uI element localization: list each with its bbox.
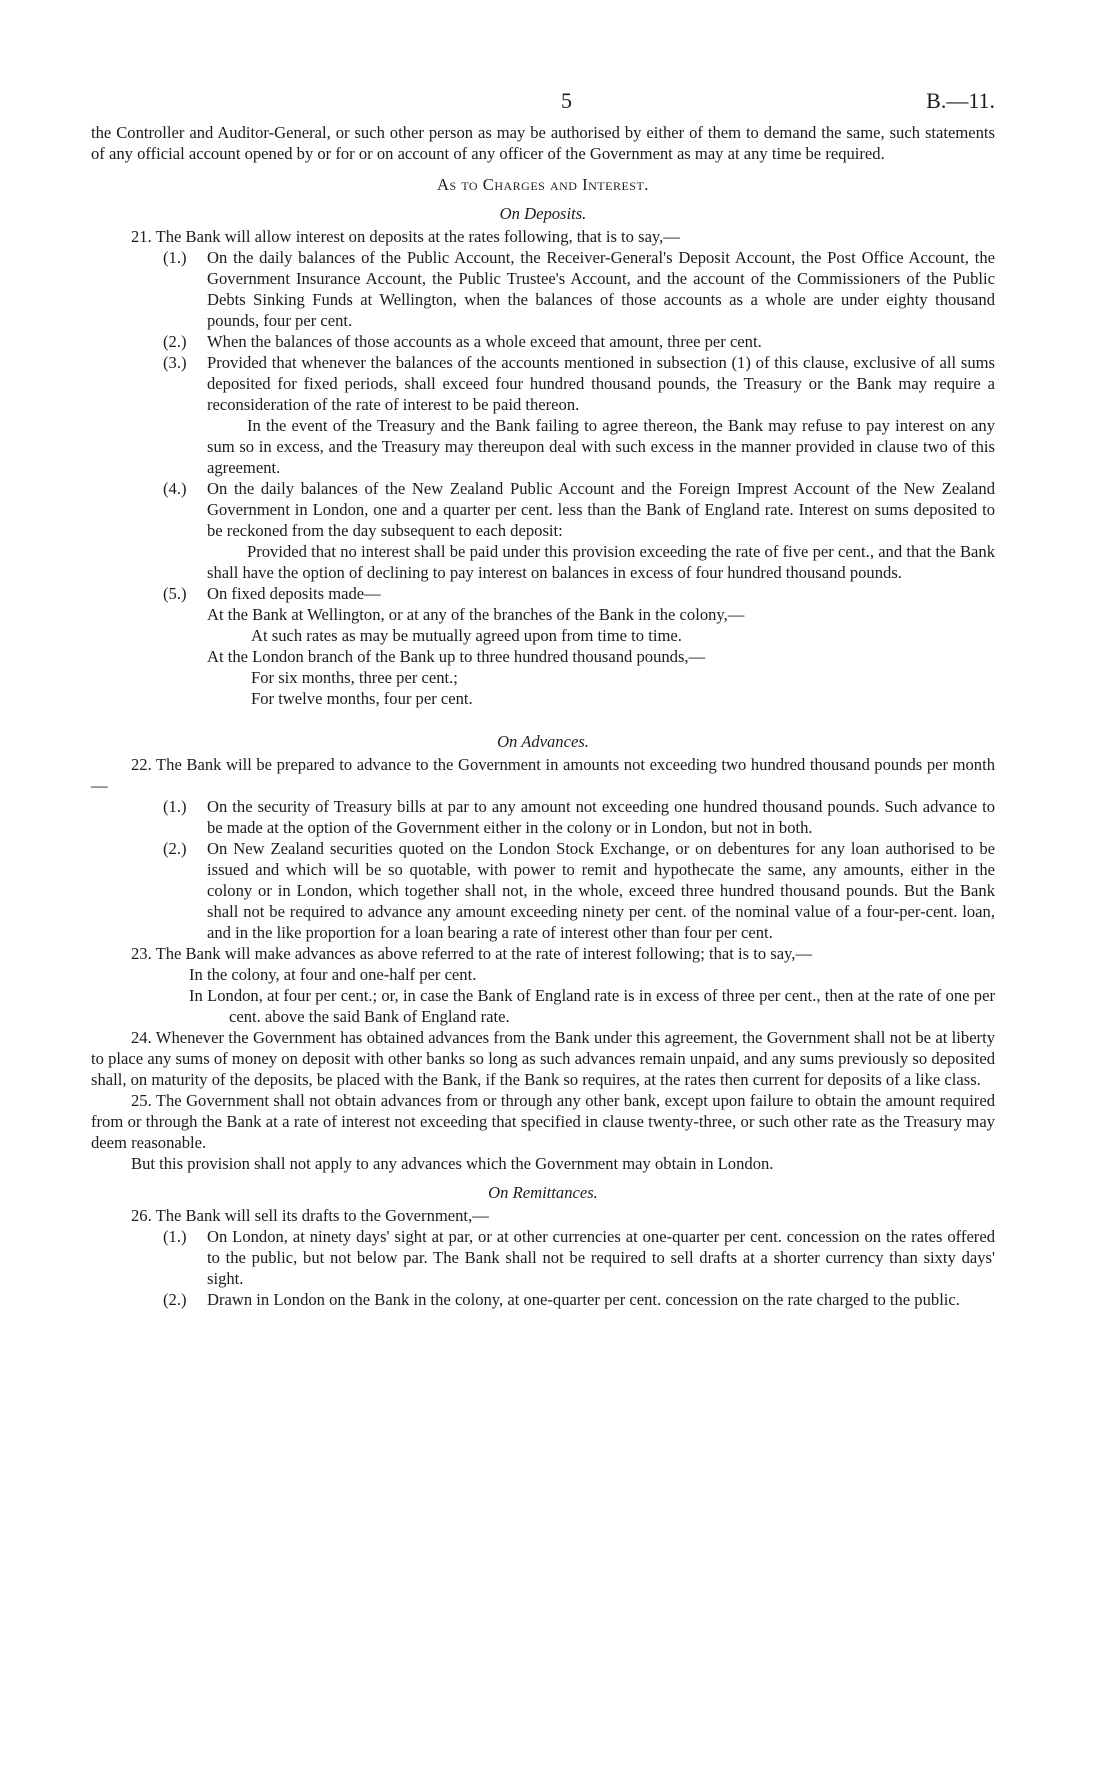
advances-heading: On Advances. <box>497 732 589 751</box>
subsection-number: (4.) <box>163 479 187 498</box>
fixed-deposit-london: At the London branch of the Bank up to three hundred thousand pounds,— <box>207 647 706 666</box>
clause-21-sub-4 <box>163 478 995 541</box>
subsection-text: When the balances of those accounts as a whole exceed that amount, three per cent. <box>207 332 762 351</box>
clause-21: 21. The Bank will allow interest on deposits at the rates following, that is to say,— <box>131 227 680 246</box>
document-page <box>91 88 995 1310</box>
subsection-number: (1.) <box>163 1227 187 1246</box>
subsection-text: Drawn in London on the Bank in the colony, at one-quarter per cent. concession on the rate charged to the public. <box>207 1290 960 1309</box>
subsection-number: (5.) <box>163 584 187 603</box>
clause-23-colony-rate: In the colony, at four and one-half per cent. <box>189 965 477 984</box>
clause-21-sub-4-proviso: Provided that no interest shall be paid under this provision exceeding the rate of five per cent., and that the Bank shall have the option of declining to pay interest on balances in excess of four hundred thousand pounds. <box>207 542 995 582</box>
subsection-text: On New Zealand securities quoted on the London Stock Exchange, or on debentures for any loan authorised to be issued and which will be so quotable, with power to remit and hypothecate the same, any amounts, either in the colony or in London, which together shall not, in the whole, exceed three hundred thousand pounds. But the Bank shall not be required to advance any amount exceeding ninety per cent. of the nominal value of a four-per-cent. loan, and in the like proportion for a loan bearing a rate of interest other than four per cent. <box>207 839 995 942</box>
clause-25-proviso: But this provision shall not apply to any advances which the Government may obtain in London. <box>131 1154 774 1173</box>
section-heading: As to Charges and Interest. <box>437 175 649 194</box>
fixed-deposit-wellington-rate: At such rates as may be mutually agreed upon from time to time. <box>251 626 682 645</box>
clause-21-sub-5 <box>163 583 995 604</box>
clause-22-sub-1 <box>163 796 995 838</box>
subsection-text: On the security of Treasury bills at par to any amount not exceeding one hundred thousand pounds. Such advance to be made at the option of the Government either in the colony or in London, but not in both. <box>207 797 995 837</box>
intro-paragraph: the Controller and Auditor-General, or such other person as may be authorised by either of them to demand the same, such statements of any official account opened by or for or on account of any officer of the Government as may at any time be required. <box>91 123 995 163</box>
clause-26-sub-2 <box>163 1289 995 1310</box>
subsection-number: (1.) <box>163 248 187 267</box>
subsection-text: On fixed deposits made— <box>207 584 381 603</box>
subsection-text: On London, at ninety days' sight at par, or at other currencies at one-quarter per cent. concession on the rates offered to the public, but not below par. The Bank shall not be required to sell drafts at a shorter currency than sixty days' sight. <box>207 1227 995 1288</box>
subsection-text: On the daily balances of the Public Account, the Receiver-General's Deposit Account, the Post Office Account, the Government Insurance Account, the Public Trustee's Account, and the account of the Commissioners of the Public Debts Sinking Funds at Wellington, when the balances of those accounts as a whole are under eighty thousand pounds, four per cent. <box>207 248 995 330</box>
deposits-heading: On Deposits. <box>499 204 587 223</box>
subsection-number: (2.) <box>163 1290 187 1309</box>
fixed-deposit-six-months: For six months, three per cent.; <box>251 668 458 687</box>
clause-23: 23. The Bank will make advances as above referred to at the rate of interest following; that is to say,— <box>131 944 813 963</box>
subsection-text: Provided that whenever the balances of the accounts mentioned in subsection (1) of this clause, exclusive of all sums deposited for fixed periods, shall exceed four hundred thousand pounds, the Treasury or the Bank may require a reconsideration of the rate of interest to be paid thereon. <box>207 353 995 414</box>
clause-21-sub-2 <box>163 331 995 352</box>
clause-26-sub-1 <box>163 1226 995 1289</box>
subsection-number: (2.) <box>163 332 187 351</box>
subsection-number: (3.) <box>163 353 187 372</box>
clause-21-sub-1 <box>163 247 995 331</box>
clause-22: 22. The Bank will be prepared to advance to the Government in amounts not exceeding two hundred thousand pounds per month— <box>91 755 995 795</box>
clause-21-sub-3-continuation: In the event of the Treasury and the Bank failing to agree thereon, the Bank may refuse to pay interest on any sum so in excess, and the Treasury may thereupon deal with such excess in the manner provided in clause two of this agreement. <box>207 416 995 477</box>
remittances-heading: On Remittances. <box>488 1183 598 1202</box>
page-number: 5 <box>561 88 572 113</box>
subsection-text: On the daily balances of the New Zealand Public Account and the Foreign Imprest Account of the New Zealand Government in London, one and a quarter per cent. less than the Bank of England rate. Interest on sums deposited to be reckoned from the day subsequent to each deposit: <box>207 479 995 540</box>
clause-21-sub-3 <box>163 352 995 415</box>
page-header <box>91 88 995 122</box>
clause-25: 25. The Government shall not obtain advances from or through any other bank, except upon failure to obtain the amount required from or through the Bank at a rate of interest not exceeding that specified in clause twenty-three, or such other rate as the Treasury may deem reasonable. <box>91 1091 995 1152</box>
clause-23-london-rate: In London, at four per cent.; or, in case the Bank of England rate is in excess of three per cent., then at the rate of one per cent. above the said Bank of England rate. <box>189 986 995 1026</box>
clause-26: 26. The Bank will sell its drafts to the Government,— <box>131 1206 489 1225</box>
fixed-deposit-wellington: At the Bank at Wellington, or at any of the branches of the Bank in the colony,— <box>207 605 745 624</box>
fixed-deposit-twelve-months: For twelve months, four per cent. <box>251 689 473 708</box>
clause-24: 24. Whenever the Government has obtained advances from the Bank under this agreement, the Government shall not be at liberty to place any sums of money on deposit with other banks so long as such advances remain unpaid, and any sums previously so deposited shall, on maturity of the deposits, be placed with the Bank, if the Bank so requires, at the rates then current for deposits of a like class. <box>91 1028 995 1089</box>
subsection-number: (2.) <box>163 839 187 858</box>
subsection-number: (1.) <box>163 797 187 816</box>
clause-22-sub-2 <box>163 838 995 943</box>
document-reference: B.—11. <box>926 88 995 113</box>
